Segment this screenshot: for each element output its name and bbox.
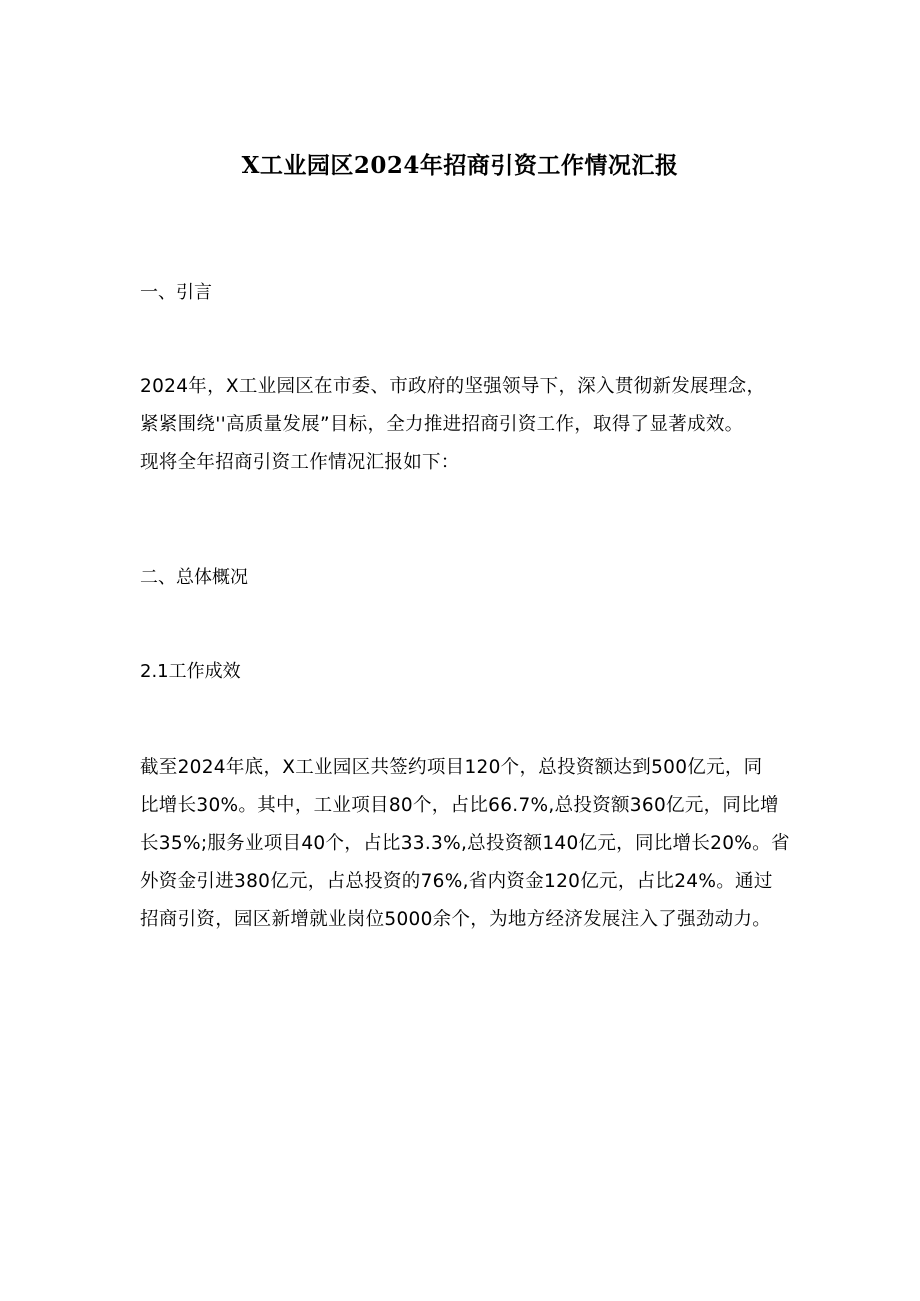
section-heading-introduction: 一、引言 <box>140 282 212 303</box>
section-heading-overview: 二、总体概况 <box>140 567 248 588</box>
paragraph-line: 紧紧围绕''高质量发展”目标，全力推进招商引资工作，取得了显著成效。 <box>140 414 744 435</box>
subsection-heading-achievements: 2.1工作成效 <box>140 661 241 682</box>
paragraph-line: 截至2024年底，X工业园区共签约项目120个，总投资额达到500亿元，同 <box>140 757 763 778</box>
achievements-paragraph <box>140 749 800 939</box>
paragraph-line: 比增长30%。其中，工业项目80个，占比66.7%,总投资额360亿元，同比增 <box>140 795 779 816</box>
paragraph-line: 2024年，X工业园区在市委、市政府的坚强领导下，深入贯彻新发展理念， <box>140 376 766 397</box>
paragraph-line: 长35%;服务业项目40个，占比33.3%,总投资额140亿元，同比增长20%。省 <box>140 833 790 854</box>
introduction-paragraph <box>140 368 800 482</box>
paragraph-line: 外资金引进380亿元，占总投资的76%,省内资金120亿元，占比24%。通过 <box>140 871 773 892</box>
paragraph-line: 招商引资，园区新增就业岗位5000余个，为地方经济发展注入了强劲动力。 <box>140 909 772 930</box>
document-title: X工业园区2024年招商引资工作情况汇报 <box>241 152 679 179</box>
paragraph-line: 现将全年招商引资工作情况汇报如下： <box>140 452 460 473</box>
